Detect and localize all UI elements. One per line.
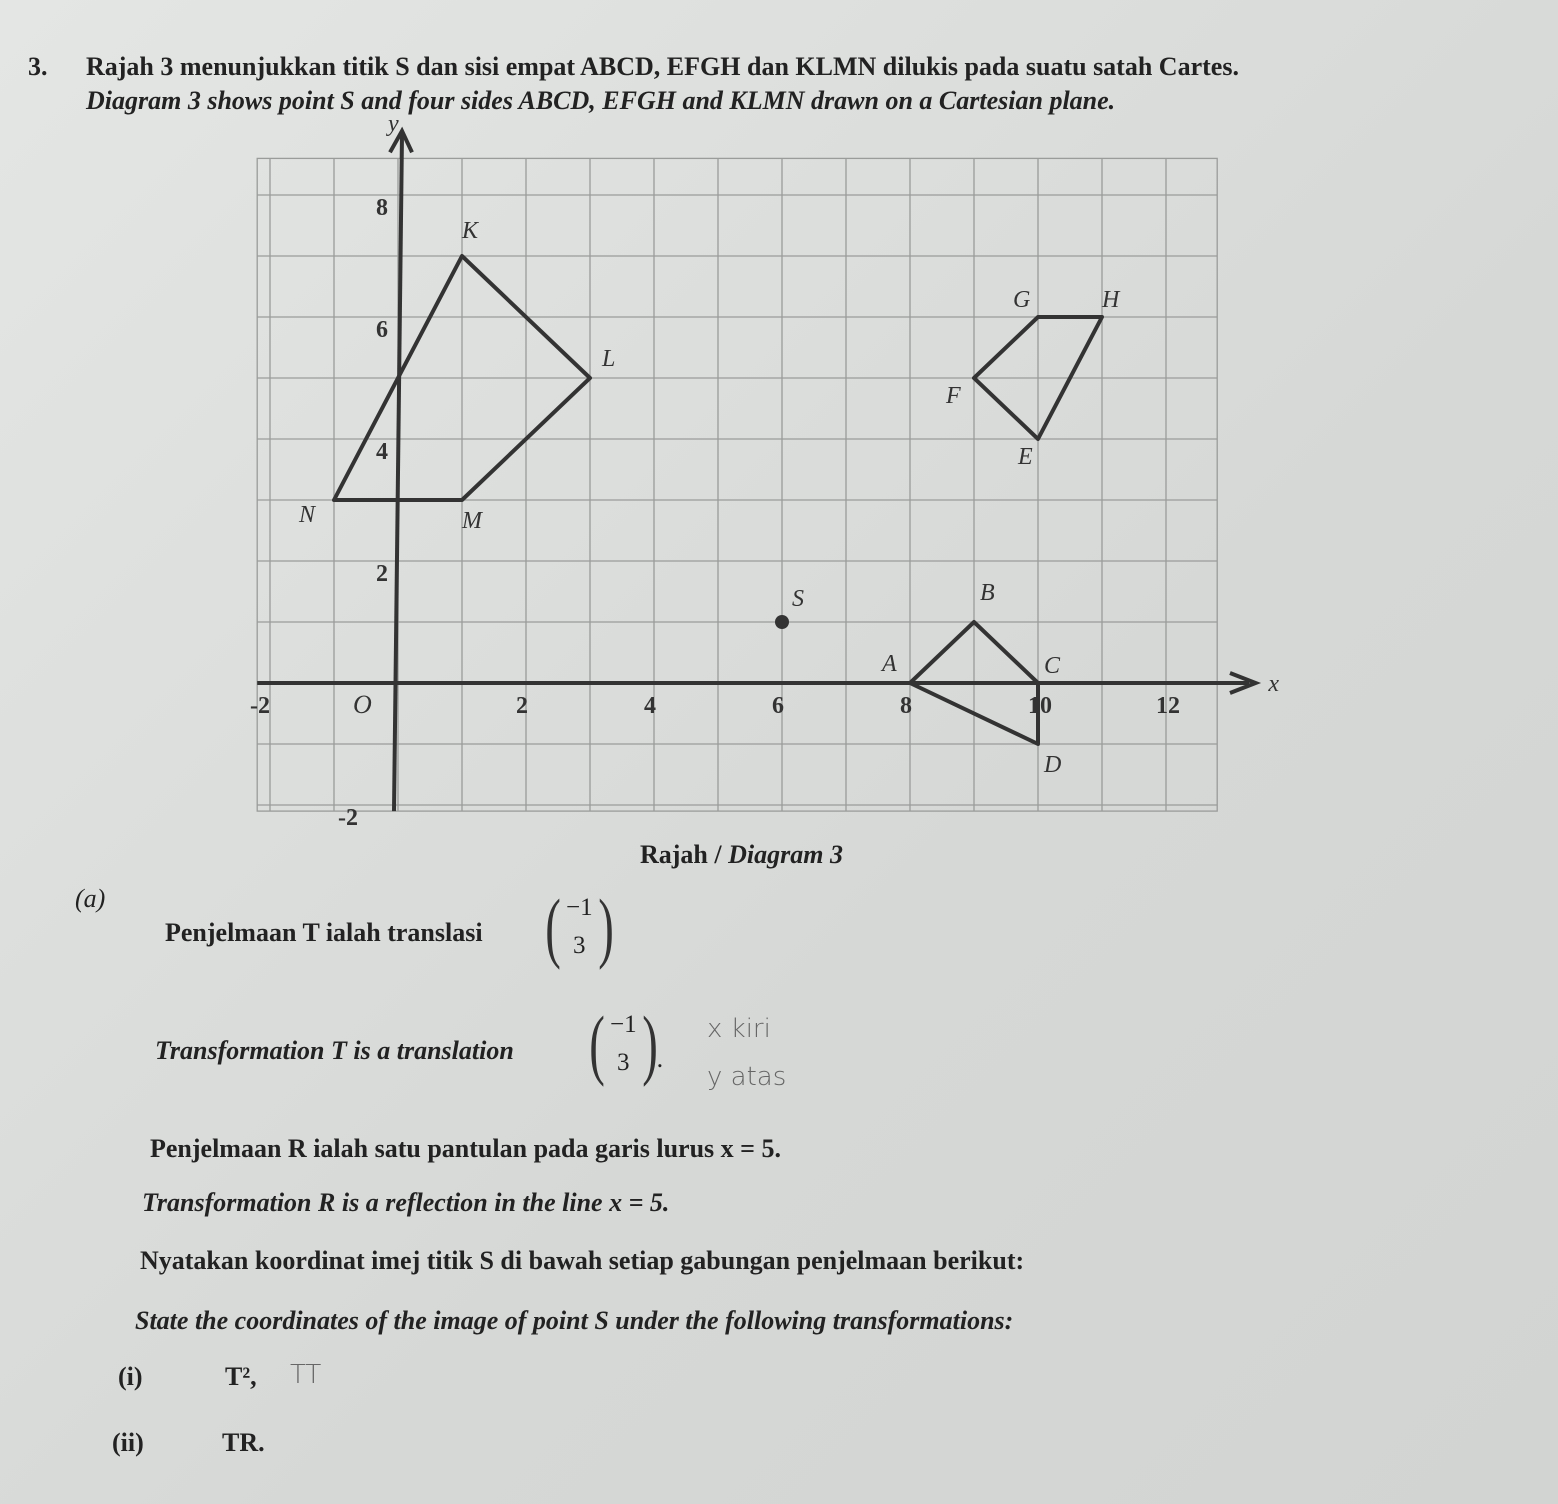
x-tick-label: 8 [900,693,912,719]
vertex-label-m: M [462,508,482,534]
vertex-label-c: C [1044,653,1061,679]
item-ii-text: TR. [222,1428,265,1457]
vector-bottom: 3 [617,1049,630,1076]
vertex-label-e: E [1018,444,1033,470]
vertex-label-g: G [1013,287,1031,313]
handwritten-note-y: y atas [707,1062,787,1092]
ask-malay: Nyatakan koordinat imej titik S di bawah setiap gabungan penjelmaan berikut: [140,1246,1025,1275]
paren-right: ) [597,883,614,970]
vertex-label-s: S [792,586,804,612]
x-tick-label: 6 [772,693,784,719]
vertex-label-n: N [299,502,316,528]
x-tick-label: 10 [1028,693,1052,719]
point-s [775,615,789,629]
y-tick-label: 6 [376,317,388,343]
caption-english: Diagram 3 [728,840,843,869]
vector-bottom: 3 [573,932,586,959]
item-i-number: (i) [118,1362,143,1391]
diagram-caption [640,840,843,870]
item-i-handwriting: TT [290,1360,322,1390]
y-tick-label: 4 [376,439,388,465]
vertex-label-l: L [602,346,616,372]
translation-english: Transformation T is a translation [155,1036,514,1065]
y-axis-label: y [388,110,399,137]
paren-right: ) [641,1000,658,1087]
vertex-label-d: D [1044,752,1062,778]
translation-vector-2 [584,1000,664,1087]
period: . [656,1044,664,1073]
item-i-text: T², [225,1362,257,1391]
x-tick-label: 12 [1156,693,1180,719]
vertex-label-a: A [882,651,897,677]
caption-malay: Rajah / [640,840,729,869]
vertex-label-f: F [946,383,961,409]
y-tick-label: -2 [338,805,358,831]
paren-left: ( [589,1000,605,1087]
vertex-label-b: B [980,580,995,606]
handwritten-note-x: x kiri [707,1014,771,1044]
vector-top: −1 [609,1011,637,1038]
translation-vector-1 [540,883,619,970]
origin-label: O [353,690,372,719]
x-tick-label: 2 [516,693,528,719]
reflection-malay: Penjelmaan R ialah satu pantulan pada garis lurus x = 5. [150,1134,781,1163]
reflection-english: Transformation R is a reflection in the line x = 5. [142,1188,670,1217]
vertex-label-k: K [462,218,479,244]
intro-english: Diagram 3 shows point S and four sides ABCD, EFGH and KLMN drawn on a Cartesian plane. [86,86,1116,115]
vertex-label-h: H [1102,287,1120,313]
y-tick-label: 2 [376,561,388,587]
item-ii-number: (ii) [112,1428,144,1457]
vector-top: −1 [565,894,593,921]
part-a-label: (a) [75,884,106,913]
x-tick-label: -2 [250,693,270,719]
intro-malay: Rajah 3 menunjukkan titik S dan sisi empat ABCD, EFGH dan KLMN dilukis pada suatu satah Cartes. [86,52,1239,81]
paren-left: ( [545,883,561,970]
translation-malay: Penjelmaan T ialah translasi [165,918,483,947]
x-tick-label: 4 [644,693,656,719]
x-axis-label: x [1268,671,1280,697]
y-tick-label: 8 [376,195,388,221]
question-number: 3. [28,52,48,81]
ask-english: State the coordinates of the image of point S under the following transformations: [135,1306,1014,1335]
